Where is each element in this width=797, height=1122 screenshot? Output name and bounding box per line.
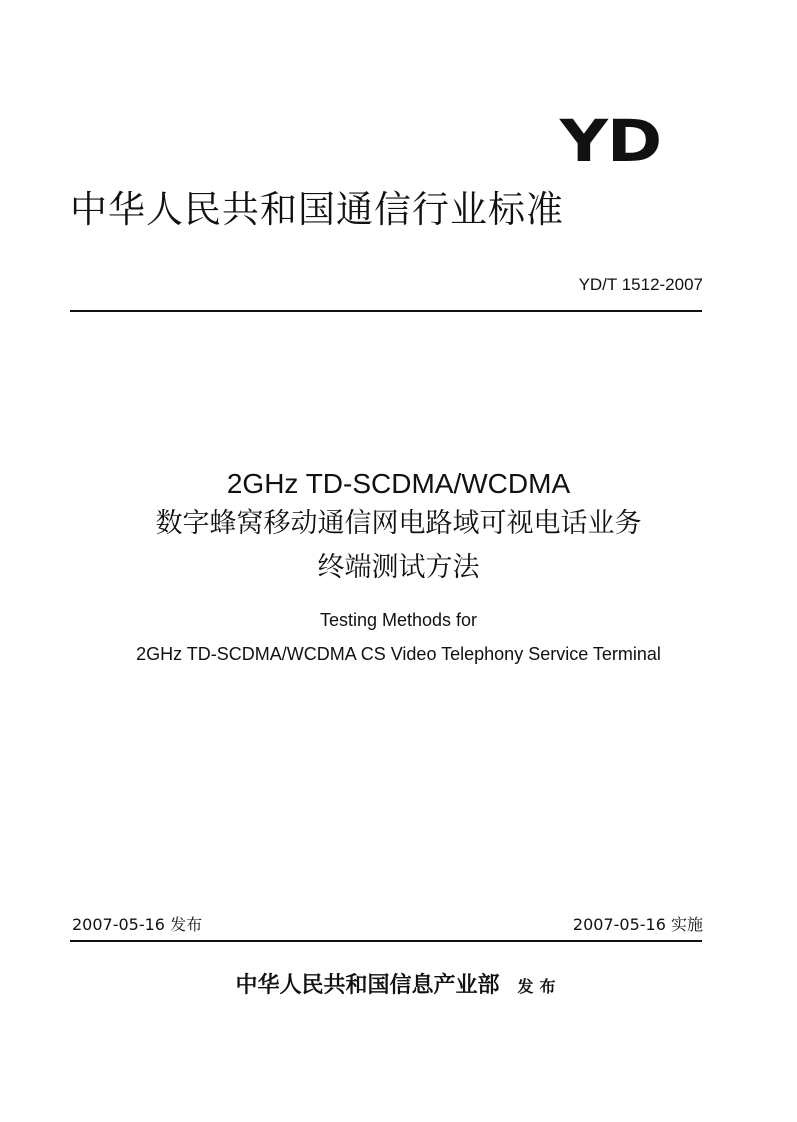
document-title-english-line: 2GHz TD-SCDMA/WCDMA: [226, 468, 571, 499]
header-divider: [70, 310, 702, 312]
effective-date: 2007-05-16 实施: [572, 915, 703, 934]
standard-code: YD/T 1512-2007: [578, 275, 703, 294]
publisher-name: 中华人民共和国信息产业部: [235, 972, 500, 998]
document-title-chinese-line-2: 终端测试方法: [317, 552, 480, 583]
standard-category-title: 中华人民共和国通信行业标准: [70, 188, 564, 231]
footer-divider: [70, 940, 702, 942]
document-title-chinese-line-1: 数字蜂窝移动通信网电路域可视电话业务: [155, 508, 642, 539]
yd-logo: YD: [559, 107, 661, 175]
issue-date: 2007-05-16 发布: [72, 915, 203, 934]
english-subtitle-line-2: 2GHz TD-SCDMA/WCDMA CS Video Telephony Service Terminal: [136, 644, 661, 664]
publisher: [0, 974, 797, 996]
publisher-verb: 发布: [517, 977, 562, 996]
english-subtitle-line-1: Testing Methods for: [319, 610, 478, 630]
